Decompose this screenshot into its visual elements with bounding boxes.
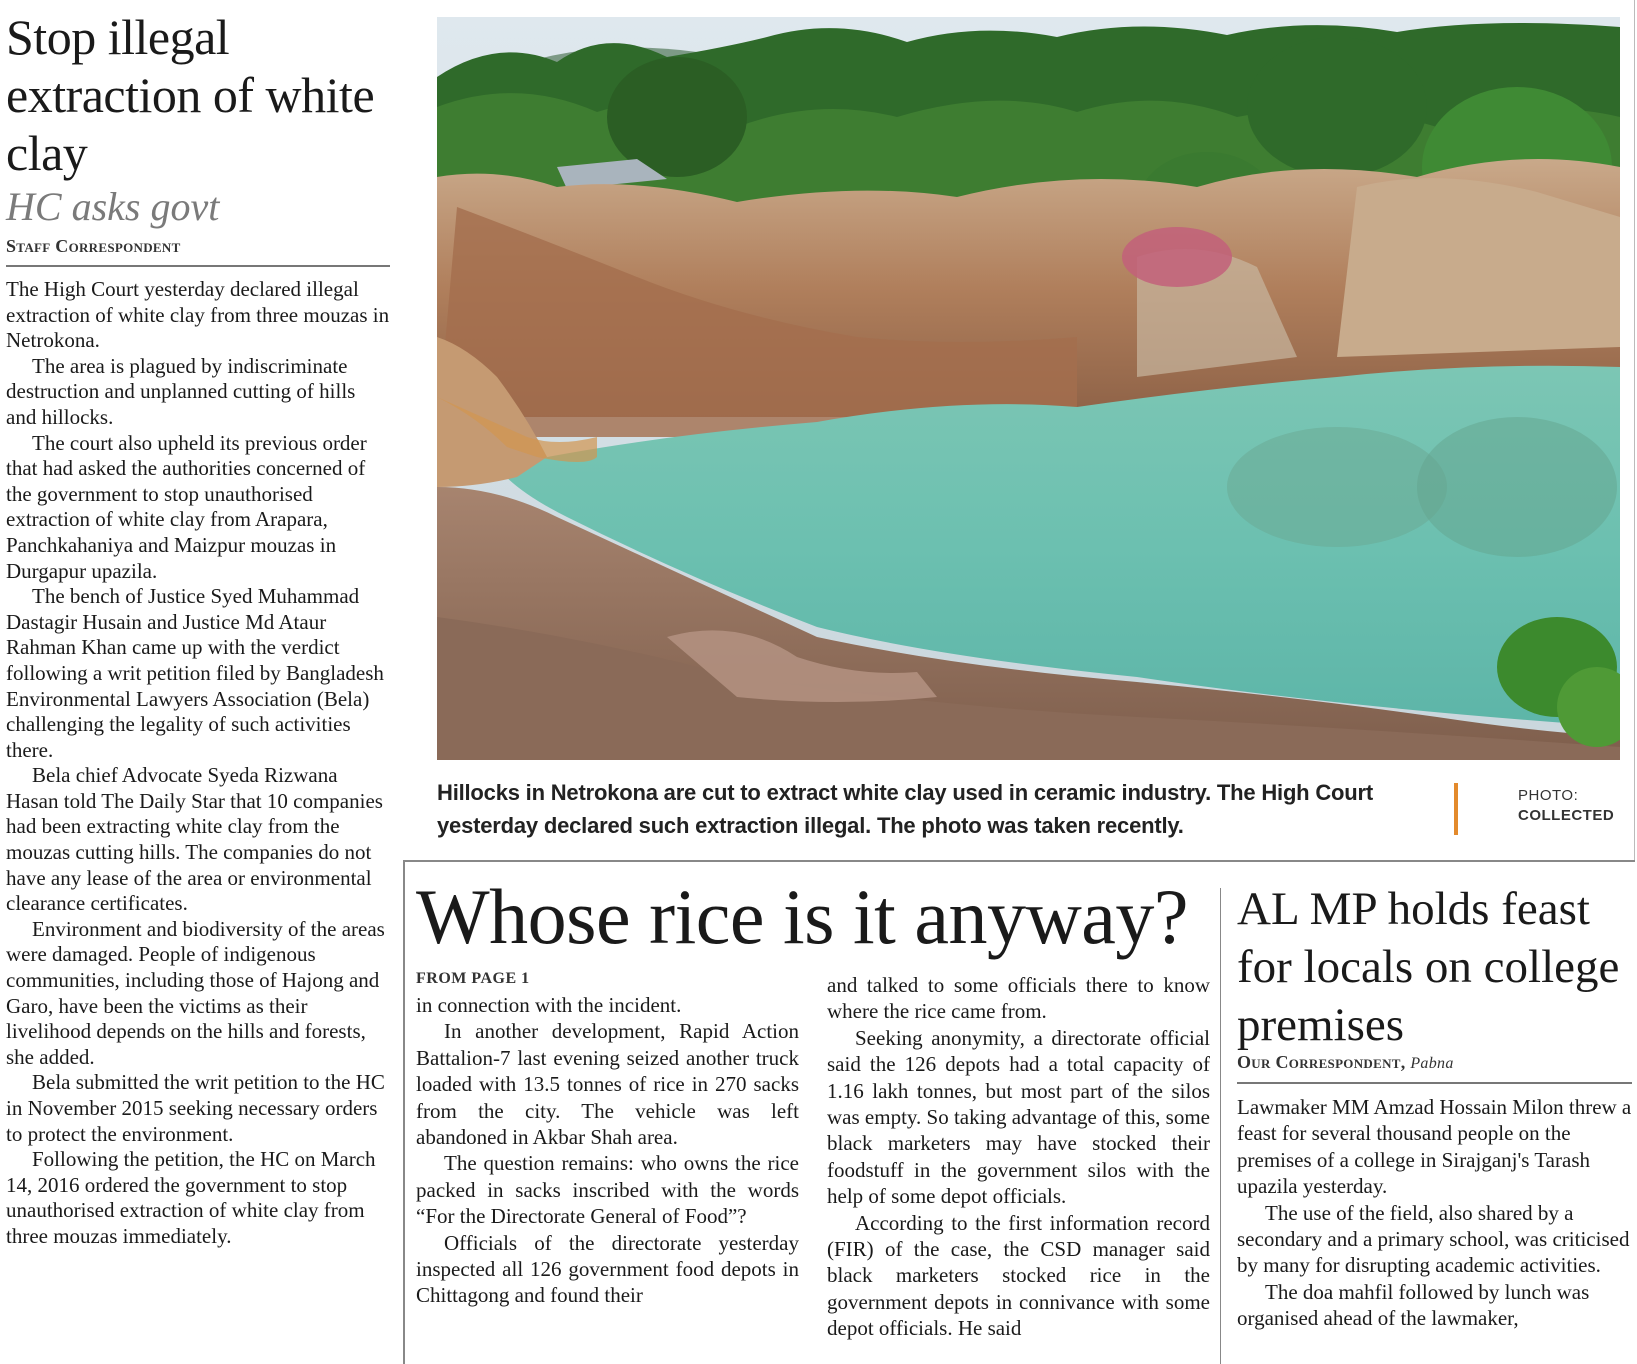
left-story xyxy=(6,8,390,1250)
paragraph: Following the petition, the HC on March 14, 2016 ordered the government to stop unauthorised extraction of white clay from three mouzas immediately. xyxy=(6,1147,376,1248)
left-story-body xyxy=(6,277,390,1250)
paragraph: in connection with the incident. xyxy=(416,993,682,1017)
al-mp-story-body xyxy=(1237,1094,1632,1332)
headline-white-clay: Stop illegal extraction of white clay xyxy=(6,9,375,181)
byline-rule xyxy=(6,265,390,267)
caption-accent-bar xyxy=(1454,783,1458,835)
photo-caption: Hillocks in Netrokona are cut to extract white clay used in ceramic industry. The High Court yesterday declared such extraction illegal. The photo was taken recently. xyxy=(437,780,1373,838)
byline-staff-correspondent: Staff Correspondent xyxy=(6,236,181,256)
column-divider-rule xyxy=(1220,888,1221,1364)
paragraph: and talked to some officials there to know where the rice came from. xyxy=(827,973,1210,1024)
paragraph: In another development, Rapid Action Battalion-7 last evening seized another truck loaded with 13.5 tonnes of rice in 270 sacks from the city. The vehicle was left abandoned in Akbar Shah area. xyxy=(416,1019,799,1150)
page-edge-rule xyxy=(1634,0,1635,860)
paragraph: Seeking anonymity, a directorate official said the 126 depots had a total capacity of 1.16 lakh tonnes, but most part of the silos was empty. So taking advantage of this, some black marketers may have stocked their foodstuff in the government silos with the help of some depot officials. xyxy=(827,1025,1210,1209)
paragraph: The question remains: who owns the rice packed in sacks inscribed with the words “For the Directorate General of Food”? xyxy=(416,1151,799,1229)
paragraph: The court also upheld its previous order that had asked the authorities concerned of the government to stop unauthorised extraction of white clay from Arapara, Panchkahaniya and Maizpur mouzas in Durgapur upazila. xyxy=(6,430,367,583)
paragraph: Lawmaker MM Amzad Hossain Milon threw a feast for several thousand people on the premises of a college in Sirajganj's Tarash upazila yesterday. xyxy=(1237,1095,1632,1199)
box-left-rule xyxy=(403,860,405,1364)
byline-our-correspondent xyxy=(1237,1052,1454,1073)
byline-place: Pabna xyxy=(1410,1055,1454,1072)
byline-rule xyxy=(1237,1082,1632,1084)
rice-story-column-1 xyxy=(416,992,799,1309)
rice-story-column-2 xyxy=(827,972,1210,1342)
box-top-rule xyxy=(403,860,1635,862)
paragraph: Officials of the directorate yesterday inspected all 126 government food depots in Chittagong and found their xyxy=(416,1230,799,1308)
paragraph: The area is plagued by indiscriminate destruction and unplanned cutting of hills and hillocks. xyxy=(6,353,356,429)
photo-credit-label: PHOTO: xyxy=(1518,787,1579,804)
paragraph: The doa mahfil followed by lunch was organised ahead of the lawmaker, xyxy=(1237,1279,1590,1331)
byline-name: Our Correspondent, xyxy=(1237,1052,1406,1072)
paragraph: The bench of Justice Syed Muhammad Dastagir Husain and Justice Md Ataur Rahman Khan came up with the verdict following a writ petition filed by Bangladesh Environmental Lawyers Association (Bela) challenging the legality of such activities there. xyxy=(6,584,384,762)
paragraph: The High Court yesterday declared illegal extraction of white clay from three mouzas in Netrokona. xyxy=(6,277,390,353)
paragraph: Bela chief Advocate Syeda Rizwana Hasan told The Daily Star that 10 companies had been extracting white clay from the mouzas cutting hills. The companies do not have any lease of the area or environmental clearance certificates. xyxy=(6,763,383,916)
jump-label-from-page: FROM PAGE 1 xyxy=(416,970,530,987)
headline-whose-rice: Whose rice is it anyway? xyxy=(416,873,1189,960)
news-photo-clay-pit xyxy=(437,17,1620,760)
paragraph: Bela submitted the writ petition to the HC in November 2015 seeking necessary orders to protect the environment. xyxy=(6,1070,385,1146)
photo-credit-source: COLLECTED xyxy=(1518,807,1615,824)
headline-al-mp-feast: AL MP holds feast for locals on college premises xyxy=(1237,883,1620,1051)
paragraph: According to the first information record (FIR) of the case, the CSD manager said black marketers stocked rice in the government depots in connivance with some depot officials. He said xyxy=(827,1210,1210,1341)
paragraph: The use of the field, also shared by a secondary and a primary school, was criticised by many for disrupting academic activities. xyxy=(1237,1200,1630,1278)
paragraph: Environment and biodiversity of the areas were damaged. People of indigenous communities, including those of Hajong and Garo, have been the victims as their livelihood depends on the hills and forests, she added. xyxy=(6,916,385,1069)
photo-credit xyxy=(1518,786,1630,826)
kicker-hc-asks-govt: HC asks govt xyxy=(6,184,220,229)
